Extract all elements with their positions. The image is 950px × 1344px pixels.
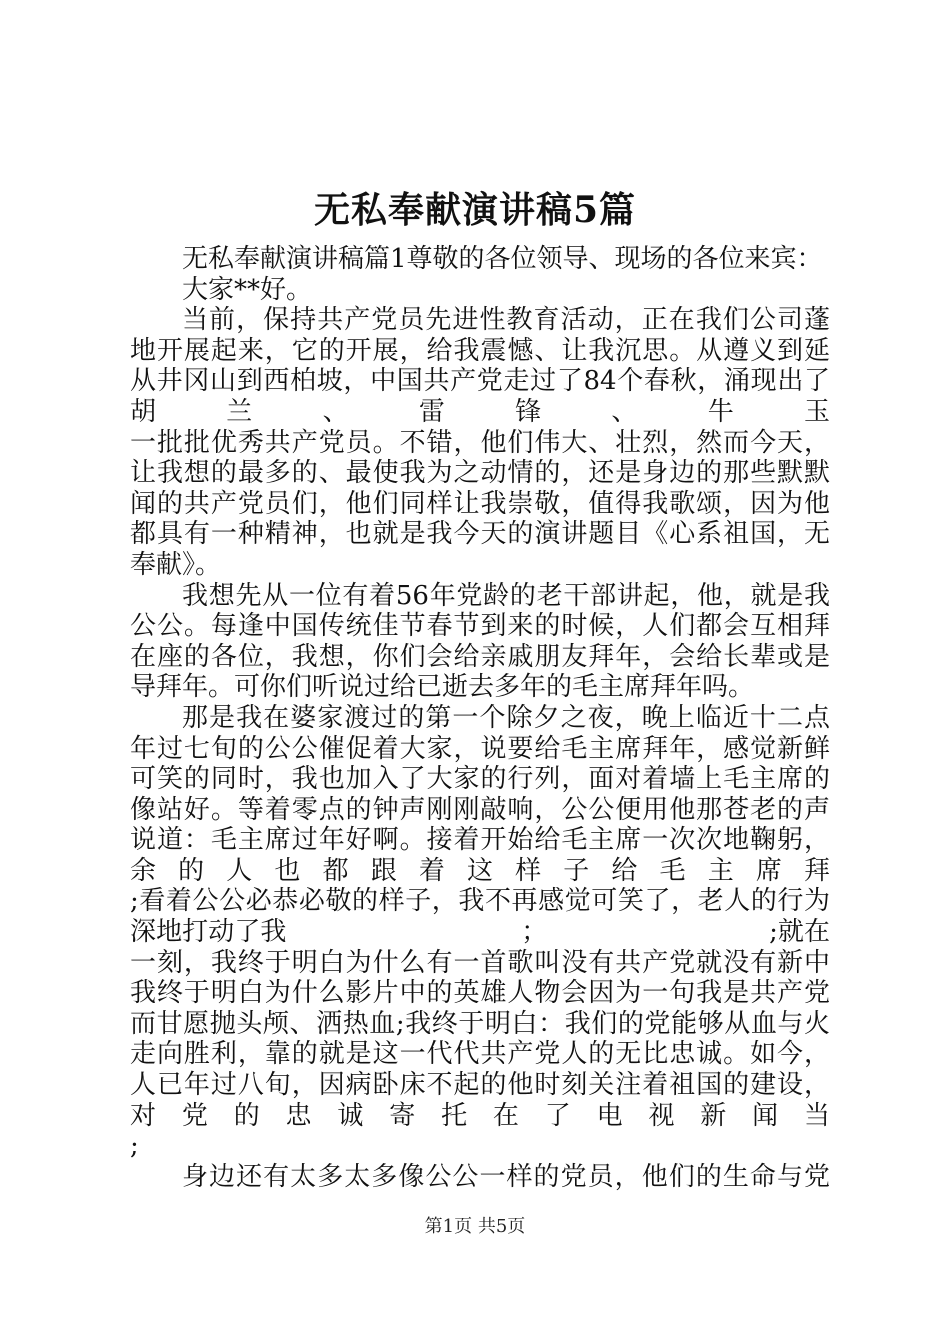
text-line: 说道：毛主席过年好啊。接着开始给毛主席一次次地鞠躬，: [130, 825, 830, 856]
text-line: 一批批优秀共产党员。不错，他们伟大、壮烈，然而今天，: [130, 427, 830, 458]
text-line: 对党的忠诚寄托在了电视新闻当: [130, 1100, 830, 1131]
text-line: 都具有一种精神，也就是我今天的演讲题目《心系祖国，无: [130, 519, 830, 550]
text-line: 像站好。等着零点的钟声刚刚敲响，公公便用他那苍老的声: [130, 794, 830, 825]
text-line: 导拜年。可你们听说过给已逝去多年的毛主席拜年吗。: [130, 672, 755, 703]
text-line: 可笑的同时，我也加入了大家的行列，面对着墙上毛主席的: [130, 764, 830, 795]
page-footer: 第1页 共5页: [424, 1216, 526, 1237]
text-line: ;: [130, 1131, 139, 1162]
text-line: 无私奉献演讲稿篇1尊敬的各位领导、现场的各位来宾：: [182, 244, 823, 274]
text-line: 在座的各位，我想，你们会给亲戚朋友拜年，会给长辈或是: [130, 641, 830, 672]
text-line: 让我想的最多的、最使我为之动情的，还是身边的那些默默: [130, 458, 830, 489]
text-line: 而甘愿抛头颅、洒热血;我终于明白：我们的党能够从血与火: [130, 1008, 830, 1039]
text-line: 深地打动了我 ； ;就在: [130, 917, 830, 948]
text-line: 当前，保持共产党员先进性教育活动，正在我们公司蓬: [182, 305, 830, 336]
text-line: 从井冈山到西柏坡，中国共产党走过了84个春秋，涌现出了: [130, 366, 830, 397]
text-line: 地开展起来，它的开展，给我震憾、让我沉思。从遵义到延: [130, 335, 830, 366]
text-line: 奉献》。: [130, 549, 222, 580]
text-line: 身边还有太多太多像公公一样的党员，他们的生命与党: [182, 1161, 830, 1192]
document-title: 无私奉献演讲稿5篇: [313, 189, 637, 231]
text-line: 闻的共产党员们，他们同样让我崇敬，值得我歌颂，因为他: [130, 488, 830, 519]
text-line: 那是我在婆家渡过的第一个除夕之夜，晚上临近十二点: [182, 702, 830, 733]
text-line: 走向胜利，靠的就是这一代代共产党人的无比忠诚。如今，: [130, 1039, 830, 1070]
text-line: 公公。每逢中国传统佳节春节到来的时候，人们都会互相拜: [130, 611, 830, 642]
text-line: 人已年过八旬，因病卧床不起的他时刻关注着祖国的建设，: [130, 1070, 830, 1101]
text-line: ;看着公公必恭必敬的样子，我不再感觉可笑了，老人的行为: [130, 886, 830, 917]
text-line: 我想先从一位有着56年党龄的老干部讲起，他，就是我: [182, 580, 830, 611]
text-line: 余的人也都跟着这样子给毛主席拜: [130, 855, 830, 886]
text-line: 大家**好。: [182, 274, 313, 305]
text-line: 一刻，我终于明白为什么有一首歌叫没有共产党就没有新中: [130, 947, 830, 978]
text-line: 年过七旬的公公催促着大家，说要给毛主席拜年，感觉新鲜: [130, 733, 830, 764]
document-body: [130, 244, 830, 1192]
text-line: 胡兰、雷锋、牛玉: [130, 396, 830, 427]
text-line: 我终于明白为什么影片中的英雄人物会因为一句我是共产党: [130, 978, 830, 1009]
